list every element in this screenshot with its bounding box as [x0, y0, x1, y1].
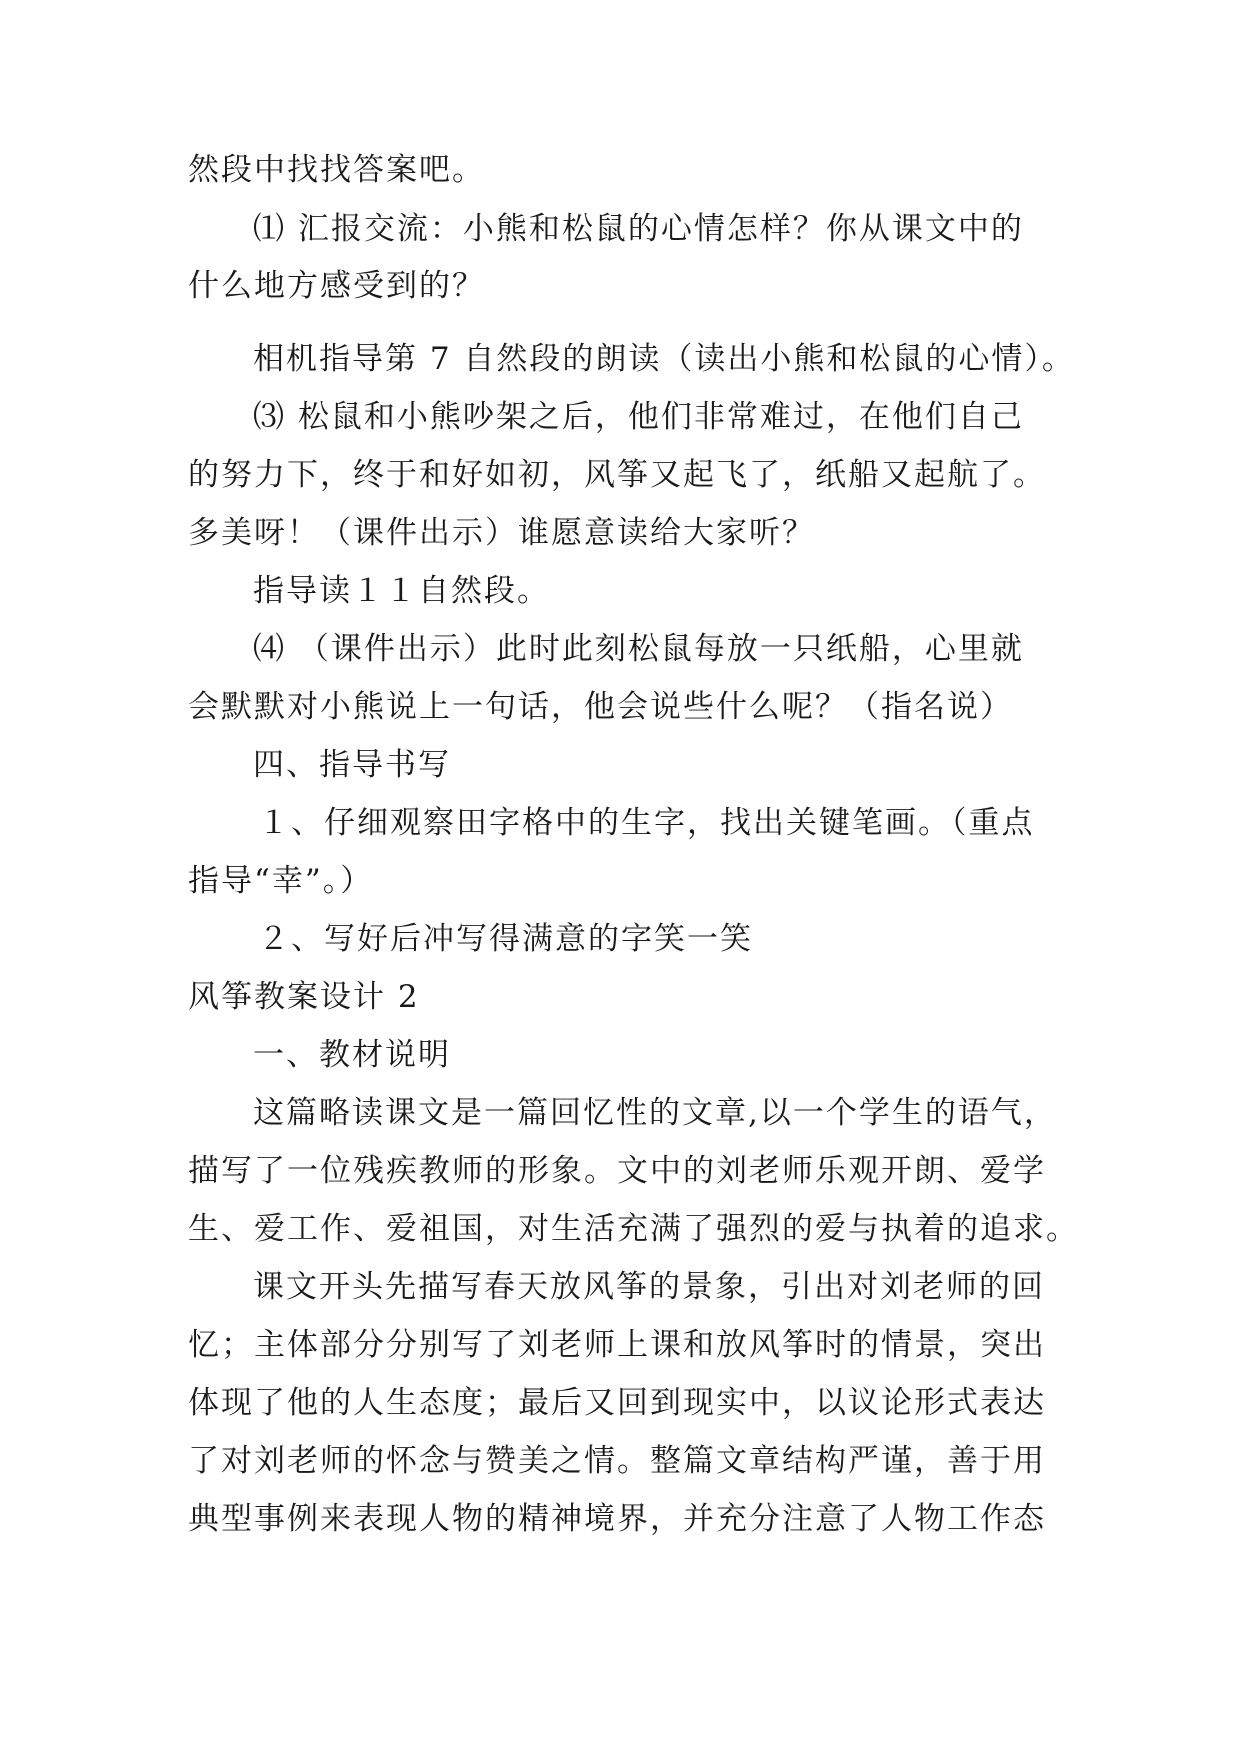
text-line: 会默默对小熊说上一句话，他会说些什么呢？（指名说）	[188, 689, 1013, 725]
text-line: 指导读１１自然段。	[253, 573, 550, 609]
text-line: ⑷ （课件出示）此时此刻松鼠每放一只纸船，心里就	[253, 631, 1024, 667]
text-line: 这篇略读课文是一篇回忆性的文章,以一个学生的语气，	[253, 1095, 1057, 1131]
text-line: 生、爱工作、爱祖国，对生活充满了强烈的爱与执着的追求。	[188, 1211, 1079, 1247]
section-heading: 一、教材说明	[253, 1037, 451, 1073]
text-line: 忆；主体部分分别写了刘老师上课和放风筝时的情景，突出	[188, 1327, 1046, 1363]
text-line: 课文开头先描写春天放风筝的景象，引出对刘老师的回	[253, 1269, 1045, 1305]
text-line: ２、写好后冲写得满意的字笑一笑	[258, 921, 753, 957]
text-line: １、仔细观察田字格中的生字，找出关键笔画。（重点	[258, 805, 1035, 841]
document-title: 风筝教案设计 2	[188, 979, 420, 1015]
text-line: 指导“幸”。）	[188, 863, 374, 899]
text-line: 多美呀！（课件出示）谁愿意读给大家听？	[188, 515, 815, 551]
text-line: 体现了他的人生态度；最后又回到现实中，以议论形式表达	[188, 1385, 1046, 1421]
text-line: 什么地方感受到的？	[188, 268, 485, 304]
text-line: 然段中找找答案吧。	[188, 152, 485, 188]
text-line: 描写了一位残疾教师的形象。文中的刘老师乐观开朗、爱学	[188, 1153, 1046, 1189]
text-line: ⑶ 松鼠和小熊吵架之后，他们非常难过，在他们自己	[253, 399, 1024, 435]
text-line: ⑴ 汇报交流：小熊和松鼠的心情怎样？你从课文中的	[253, 211, 1024, 247]
text-line: 典型事例来表现人物的精神境界，并充分注意了人物工作态	[188, 1501, 1046, 1537]
text-line: 的努力下，终于和好如初，风筝又起飞了，纸船又起航了。	[188, 457, 1046, 493]
text-line: 相机指导第 7 自然段的朗读（读出小熊和松鼠的心情）。	[253, 341, 1075, 377]
text-line: 了对刘老师的怀念与赞美之情。整篇文章结构严谨，善于用	[188, 1443, 1046, 1479]
section-heading: 四、指导书写	[253, 747, 451, 783]
